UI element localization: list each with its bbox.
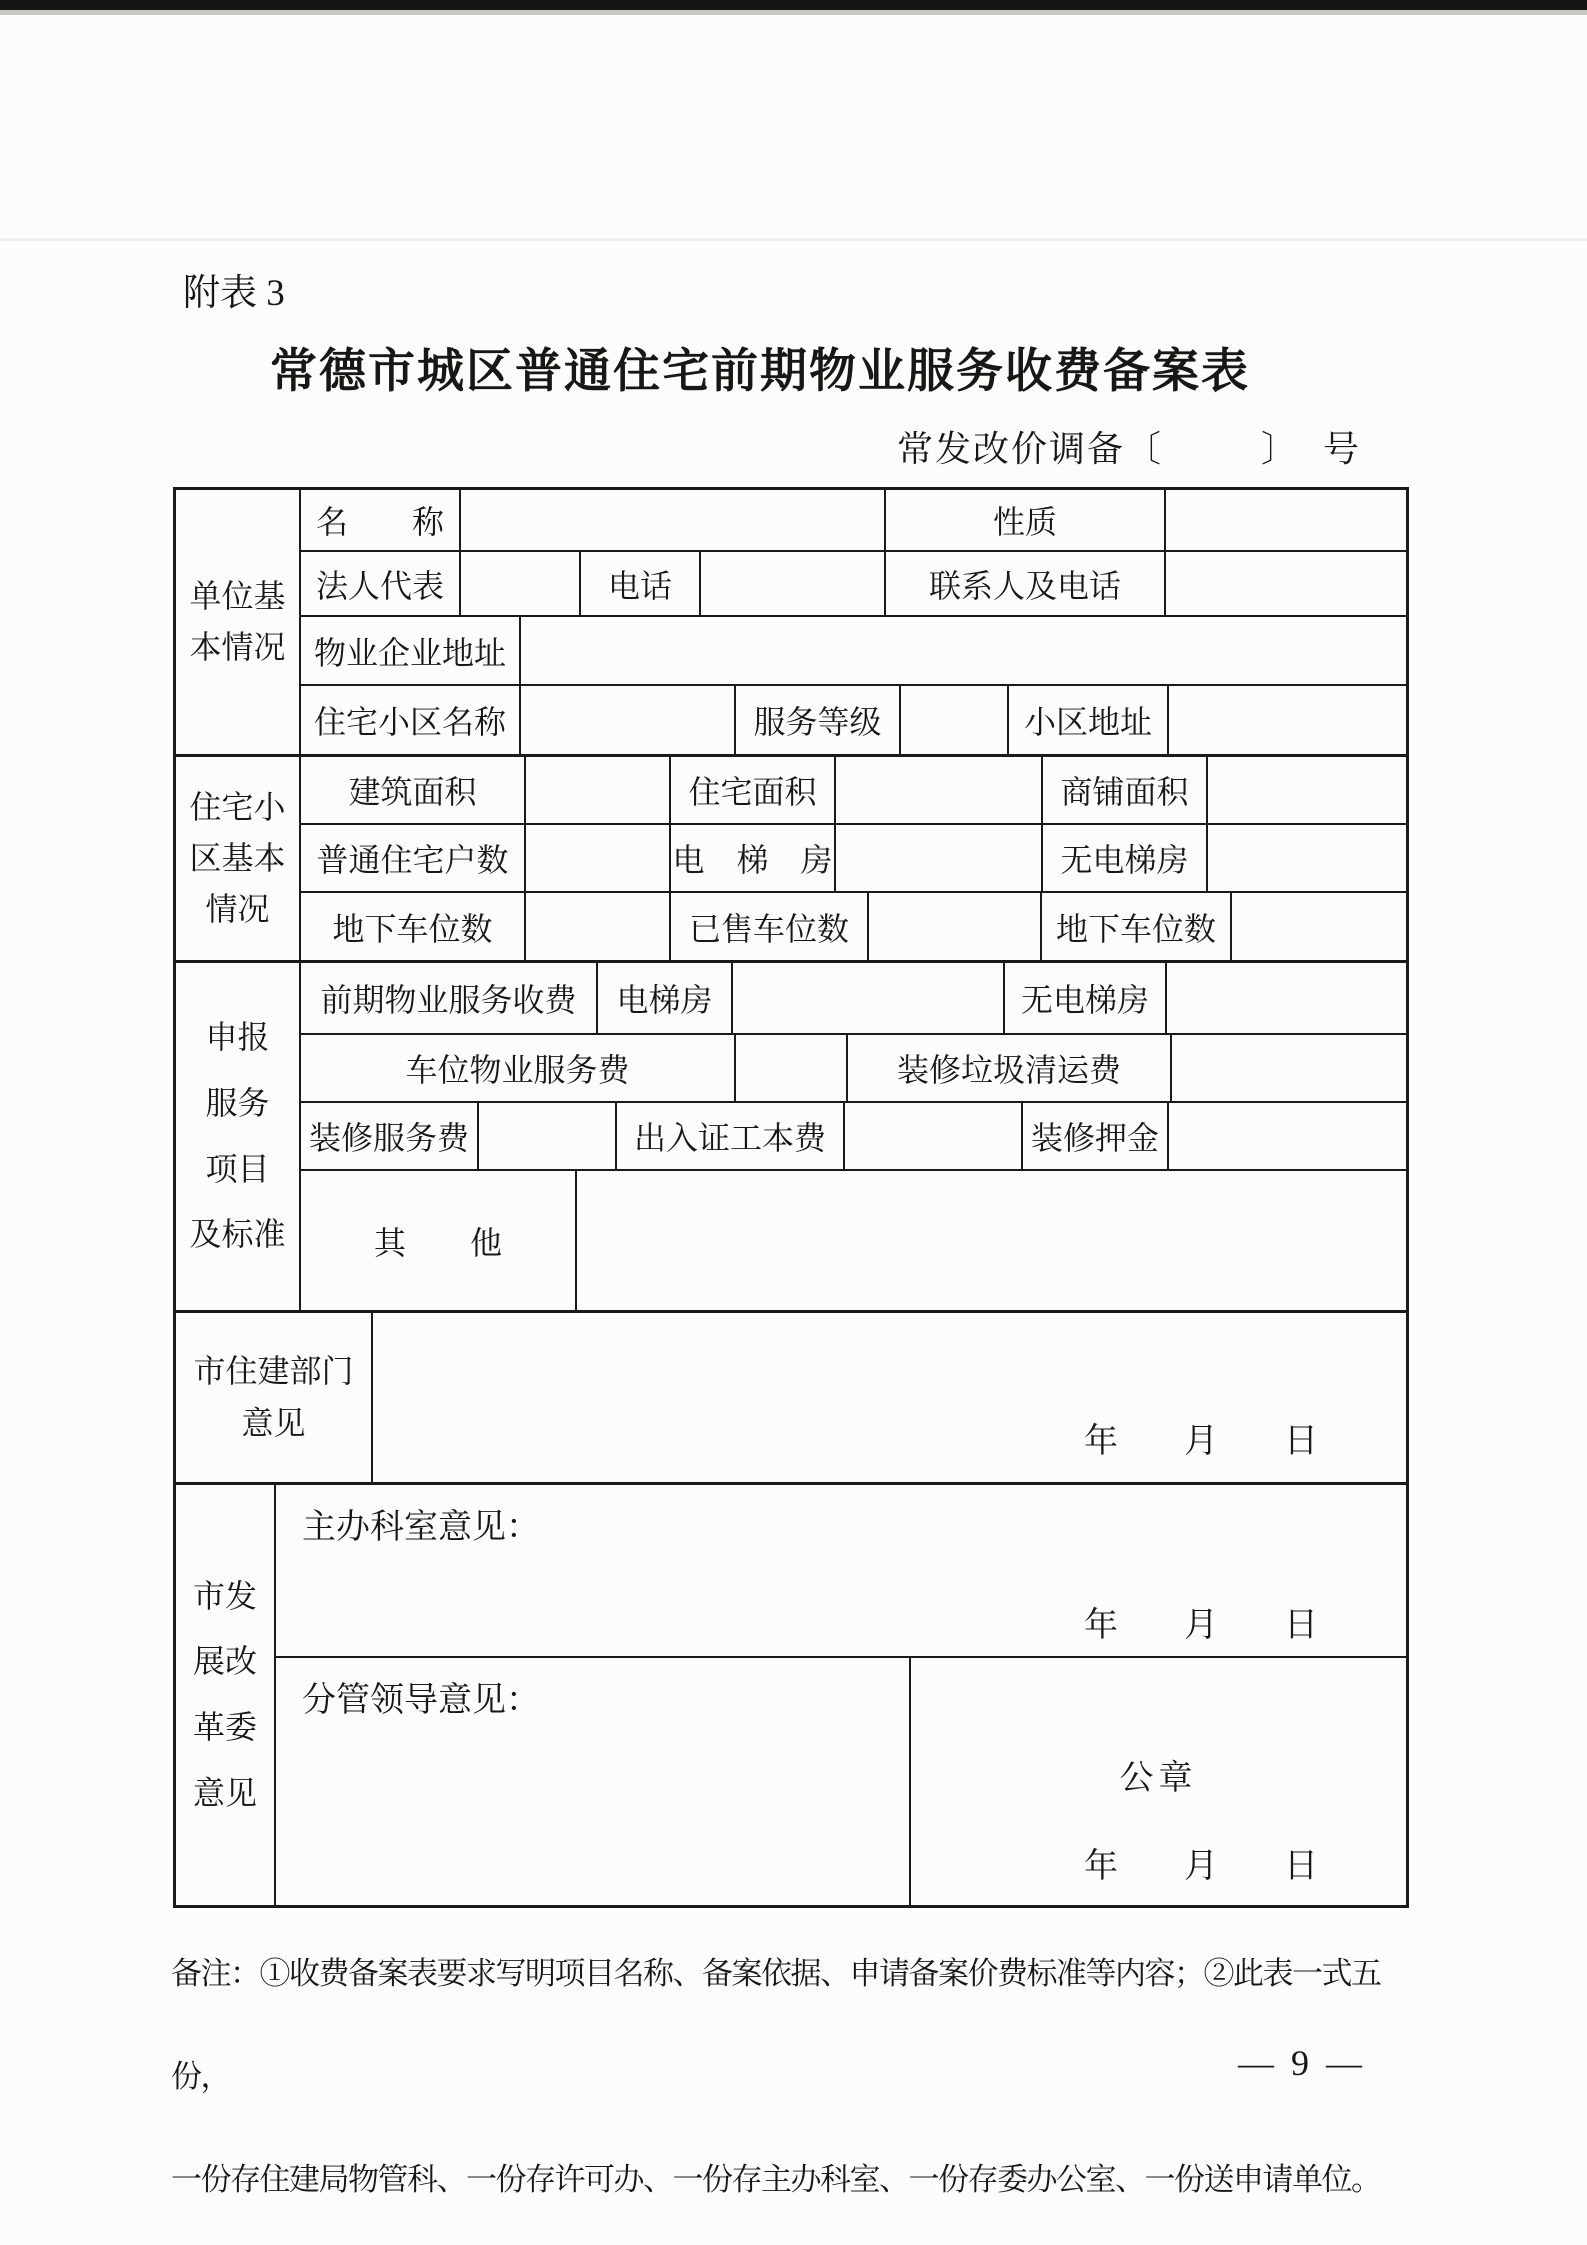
year-label: 年 xyxy=(1084,1848,1118,1885)
doc-number-bracket-close: 〕 xyxy=(1261,429,1300,469)
value-cell-company-address xyxy=(521,617,1406,684)
opinion-area-leader xyxy=(276,1658,911,1905)
field-label-phone: 电话 xyxy=(581,552,701,615)
field-label-no-elevator: 无电梯房 xyxy=(1005,963,1167,1033)
value-cell-sold-parking xyxy=(869,893,1042,960)
table-row xyxy=(301,757,1406,823)
chief-office-opinion-label: 主办科室意见： xyxy=(302,1509,540,1546)
note-line-1: 备注：①收费备案表要求写明项目名称、备案依据、申请备案价费标准等内容；②此表一式五份， xyxy=(171,1956,1381,2094)
year-label: 年 xyxy=(1084,1607,1118,1644)
field-label-contact: 联系人及电话 xyxy=(886,552,1166,615)
doc-number-line xyxy=(897,421,1361,472)
field-label-elevator-units: 电 梯 房 xyxy=(671,825,836,891)
field-label-service-grade: 服务等级 xyxy=(736,686,901,754)
page-number: — 9 — xyxy=(1238,2043,1366,2083)
leader-opinion-label: 分管领导意见： xyxy=(302,1682,540,1719)
field-label-no-elevator-units: 无电梯房 xyxy=(1043,825,1208,891)
value-cell-building-area xyxy=(526,757,671,823)
value-cell-name xyxy=(461,490,886,550)
field-label-nature: 性质 xyxy=(886,490,1166,550)
field-label-shop-area: 商铺面积 xyxy=(1043,757,1208,823)
value-cell-underground-parking xyxy=(526,893,671,960)
value-cell-community-address xyxy=(1169,686,1406,754)
month-label: 月 xyxy=(1184,1607,1218,1644)
value-cell-elevator-fee xyxy=(733,963,1005,1033)
value-cell-elevator-units xyxy=(836,825,1043,891)
form-title: 常德市城区普通住宅前期物业服务收费备案表 xyxy=(270,346,1250,398)
section-label-ndrc: 市发 展改 革委 意见 xyxy=(176,1485,276,1905)
section-housing-dept-opinion xyxy=(176,1310,1406,1482)
scan-artifact-top-band xyxy=(0,0,1587,10)
value-cell-no-elevator-units xyxy=(1208,825,1406,891)
day-label: 日 xyxy=(1284,1607,1318,1644)
value-cell-service-grade xyxy=(901,686,1009,754)
table-row xyxy=(276,1485,1406,1656)
table-row xyxy=(301,1033,1406,1101)
doc-number-bracket-open: 〔 xyxy=(1125,429,1164,469)
field-label-renovation-deposit: 装修押金 xyxy=(1023,1103,1169,1169)
table-row xyxy=(276,1656,1406,1905)
form-table xyxy=(173,487,1409,1908)
field-label-pass-card-fee: 出入证工本费 xyxy=(617,1103,845,1169)
field-label-underground-parking: 地下车位数 xyxy=(301,893,526,960)
opinion-area-chief-office xyxy=(276,1485,1406,1656)
day-label: 日 xyxy=(1284,1423,1318,1460)
value-cell-residential-area xyxy=(836,757,1043,823)
date-line xyxy=(1084,1597,1318,1646)
field-label-renovation-waste-fee: 装修垃圾清运费 xyxy=(848,1035,1172,1101)
value-cell-parking-service-fee xyxy=(736,1035,848,1101)
section-label-housing-dept: 市住建部门 意见 xyxy=(176,1313,373,1482)
field-label-residential-area: 住宅面积 xyxy=(671,757,836,823)
table-row xyxy=(301,490,1406,550)
day-label: 日 xyxy=(1284,1848,1318,1885)
value-cell-household-count xyxy=(526,825,671,891)
section-ndrc-opinion xyxy=(176,1482,1406,1905)
field-label-elevator: 电梯房 xyxy=(598,963,733,1033)
doc-number-prefix: 常发改价调备 xyxy=(897,429,1126,469)
section-community-info xyxy=(176,754,1406,960)
field-label-parking-service-fee: 车位物业服务费 xyxy=(301,1035,736,1101)
field-label-renovation-service-fee: 装修服务费 xyxy=(301,1103,479,1169)
field-label-household-count: 普通住宅户数 xyxy=(301,825,526,891)
section-label-declared-services: 申报 服务 项目 及标准 xyxy=(176,963,301,1310)
note-line-2: 一份存住建局物管科、一份存许可办、一份存主办科室、一份存委办公室、一份送申请单位。 xyxy=(171,2162,1381,2197)
field-label-community-address: 小区地址 xyxy=(1009,686,1169,754)
value-cell-legal-rep xyxy=(461,552,581,615)
value-cell-nature xyxy=(1166,490,1406,550)
date-line xyxy=(1084,1413,1318,1462)
table-row xyxy=(301,823,1406,891)
field-label-legal-rep: 法人代表 xyxy=(301,552,461,615)
field-label-name: 名 称 xyxy=(301,490,461,550)
table-row xyxy=(373,1313,1406,1482)
field-label-other: 其 他 xyxy=(301,1171,577,1310)
table-row xyxy=(301,684,1406,754)
section-label-community-info: 住宅小 区基本 情况 xyxy=(176,757,301,960)
scan-artifact-top-noise xyxy=(0,10,1587,15)
value-cell-phone xyxy=(701,552,886,615)
seal-placeholder: 公章 xyxy=(1119,1760,1198,1797)
seal-area xyxy=(911,1658,1406,1905)
value-cell-renovation-service-fee xyxy=(479,1103,617,1169)
scan-artifact-streak xyxy=(0,238,1587,241)
value-cell-underground-parking-2 xyxy=(1232,893,1406,960)
doc-number-suffix: 号 xyxy=(1323,429,1362,469)
field-label-sold-parking: 已售车位数 xyxy=(671,893,869,960)
value-cell-pass-card-fee xyxy=(845,1103,1023,1169)
value-cell-community-name xyxy=(521,686,736,754)
field-label-company-address: 物业企业地址 xyxy=(301,617,521,684)
section-declared-services xyxy=(176,960,1406,1310)
value-cell-other xyxy=(577,1171,1406,1310)
field-label-underground-parking-2: 地下车位数 xyxy=(1042,893,1232,960)
table-row xyxy=(301,1101,1406,1169)
value-cell-renovation-waste-fee xyxy=(1172,1035,1406,1101)
value-cell-contact xyxy=(1166,552,1406,615)
notes xyxy=(171,1922,1421,2231)
table-row xyxy=(301,550,1406,615)
section-label-unit-info: 单位基 本情况 xyxy=(176,490,301,754)
month-label: 月 xyxy=(1184,1423,1218,1460)
field-label-early-service-fee: 前期物业服务收费 xyxy=(301,963,598,1033)
table-row xyxy=(301,891,1406,960)
value-cell-renovation-deposit xyxy=(1169,1103,1406,1169)
annex-label: 附表 3 xyxy=(183,273,285,314)
table-row xyxy=(301,615,1406,684)
date-line xyxy=(1084,1838,1318,1887)
opinion-area-housing-dept xyxy=(373,1313,1406,1482)
table-row xyxy=(301,963,1406,1033)
field-label-community-name: 住宅小区名称 xyxy=(301,686,521,754)
month-label: 月 xyxy=(1184,1848,1218,1885)
value-cell-no-elevator-fee xyxy=(1167,963,1406,1033)
year-label: 年 xyxy=(1084,1423,1118,1460)
section-unit-info xyxy=(176,490,1406,754)
field-label-building-area: 建筑面积 xyxy=(301,757,526,823)
table-row xyxy=(301,1169,1406,1310)
value-cell-shop-area xyxy=(1208,757,1406,823)
